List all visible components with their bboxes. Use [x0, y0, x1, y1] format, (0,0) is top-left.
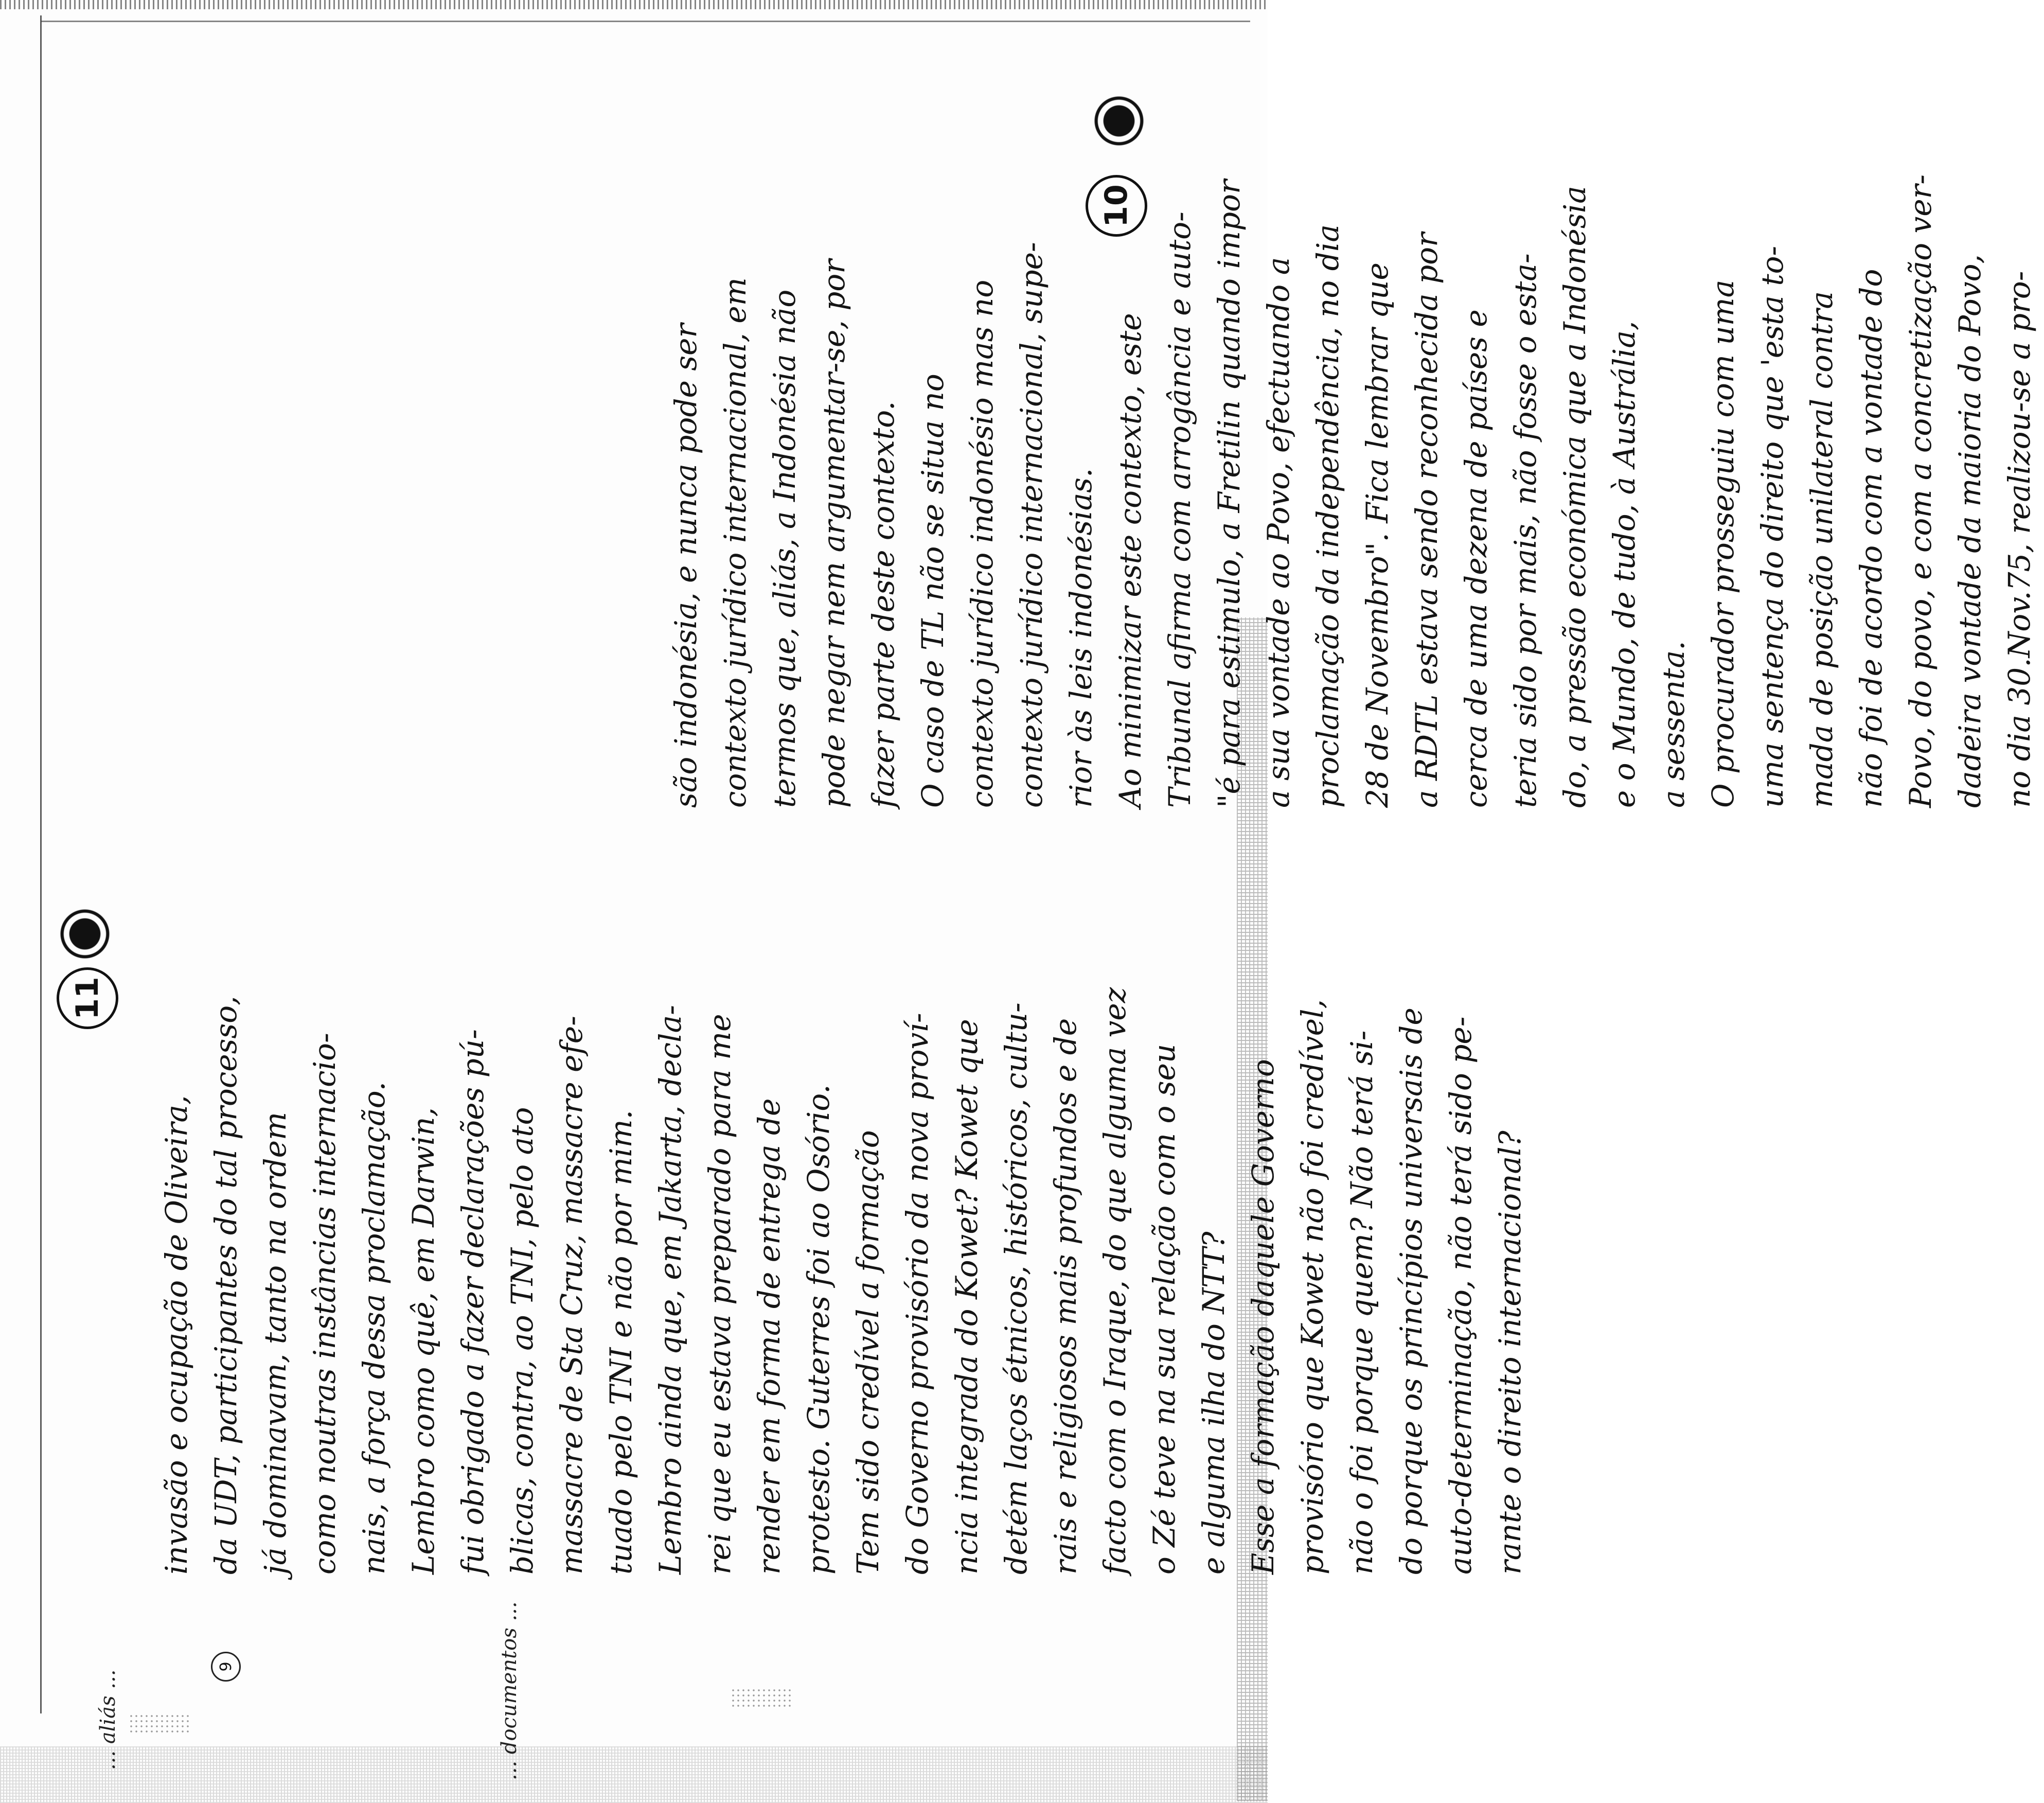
left-handwritten-page [152, 792, 1535, 1575]
left_page-line: da UDT, participantes do tal processo, [208, 996, 243, 1575]
right_page-line: cerca de uma dezena de países e [1459, 309, 1494, 808]
right_page-line: pode negar nem argumentar-se, por [816, 259, 851, 808]
right_page-line: dadeira vontade da maioria do Povo, [1952, 254, 1987, 808]
right_page-line: mada de posição unilateral contra [1804, 291, 1839, 808]
left_page-line: invasão e ocupação de Oliveira, [159, 1095, 194, 1575]
scan-noise-top [0, 0, 1268, 9]
right_page-line: não foi de acordo com a vontade do [1854, 269, 1889, 808]
left_page-line: rante o direito internacional? [1492, 1130, 1527, 1575]
page-number-10: 10 [1086, 175, 1147, 237]
right_page-line: a sua vontade ao Povo, efectuando a [1261, 257, 1296, 808]
left_page-line: auto-determinação, não terá sido pe- [1443, 1016, 1478, 1575]
left-edge-line [40, 15, 42, 1713]
left_page-line: tuado pelo TNI e não por mim. [603, 1109, 638, 1575]
left_page-line: facto com o Iraque, do que alguma vez [1097, 987, 1132, 1575]
left_page-line: ncia integrada do Kowet? Kowet que [949, 1019, 984, 1575]
left_page-line: Lembro como quê, em Darwin, [406, 1107, 441, 1575]
right_page-line: Ao minimizar este contexto, este [1113, 313, 1148, 808]
right_page-line: contexto jurídico internacional, em [718, 277, 753, 808]
left_page-line: nais, a força dessa proclamação. [357, 1081, 392, 1575]
left_page-line: render em forma de entrega de [752, 1098, 787, 1575]
right_page-line: teria sido por mais, não fosse o esta- [1508, 253, 1543, 808]
right_page-line: e o Mundo, de tudo, à Austrália, [1607, 321, 1642, 808]
margin-circled-number: 9 [211, 1652, 241, 1682]
left_page-line: protesto. Guterres foi ao Osório. [801, 1084, 836, 1575]
left_page-line: Lembro ainda que, em Jakarta, decla- [653, 1005, 688, 1575]
left_page-line: Esse a formação daquele Governo [1246, 1059, 1281, 1575]
right_page-line: Tribunal afirma com arrogância e auto- [1162, 211, 1197, 808]
right_page-line: fazer parte deste contexto. [866, 401, 901, 808]
scan-noise-bottom [0, 1746, 1268, 1803]
scribbled-circle-left [57, 906, 113, 962]
left_page-line: blicas, contra, ao TNI, pelo ato [505, 1107, 540, 1575]
left_page-line: Tem sido credível a formação [850, 1130, 885, 1575]
left_page-line: fui obrigado a fazer declarações pú- [455, 1029, 490, 1575]
left_page-line: e alguma ilha do NTT? [1196, 1231, 1231, 1575]
left_page-line: do Governo provisório da nova proví- [900, 1013, 935, 1575]
right-handwritten-page [661, 67, 2044, 808]
right_page-line: O procurador prosseguiu com uma [1705, 279, 1740, 808]
margin-note-1: ... aliás ... [96, 1669, 120, 1770]
scribbled-circle-right [1091, 93, 1147, 149]
scan-dots-2 [731, 1688, 792, 1708]
left_page-line: detém laços étnicos, históricos, cultu- [999, 1002, 1034, 1575]
right_page-line: Povo, do povo, e com a concretização ver- [1903, 174, 1938, 808]
right_page-line: contexto jurídico internacional, supe- [1014, 242, 1049, 808]
left_page-line: o Zé teve na sua relação com o seu [1147, 1044, 1182, 1575]
left_page-line: como noutras instâncias internacio- [307, 1033, 342, 1575]
right_page-line: proclamação da independência, no dia [1310, 224, 1345, 808]
left_page-line: já dominavam, tanto na ordem [258, 1111, 293, 1575]
left_page-line: massacre de Sta Cruz, massacre efe- [554, 1016, 589, 1575]
right_page-line: termos que, aliás, a Indonésia não [767, 289, 802, 808]
left_page-line: rei que eu estava preparado para me [702, 1014, 737, 1575]
right_page-line: a sessenta. [1656, 641, 1691, 808]
scan-dots-1 [129, 1713, 190, 1734]
right_page-line: contexto jurídico indonésio mas no [965, 279, 1000, 808]
margin-note-2: ... documentos ... [497, 1601, 521, 1780]
right_page-line: O caso de TL não se situa no [915, 374, 950, 808]
left_page-line: do porque os princípios universais de [1394, 1007, 1429, 1575]
right_page-line: são indonésia, e nunca pode ser [668, 323, 703, 808]
right_page-line: rior às leis indonésias. [1063, 468, 1098, 808]
left_page-line: não o foi porque quem? Não terá si- [1344, 1030, 1379, 1575]
right_page-line: a RDTL estava sendo reconhecida por [1409, 233, 1444, 808]
left_page-line: rais e religiosos mais profundos e de [1048, 1018, 1083, 1575]
right_page-line: 28 de Novembro". Fica lembrar que [1360, 262, 1395, 808]
right_page-line: "é para estimulo, a Fretilin quando impor [1212, 180, 1247, 808]
right_page-line: do, a pressão económica que a Indonésia [1557, 186, 1592, 808]
top-edge-line [41, 21, 1250, 22]
right_page-line: no dia 30.Nov.75, realizou-se a pro- [2002, 271, 2037, 808]
left_page-line: provisório que Kowet não foi credível, [1295, 999, 1330, 1575]
right_page-line: uma sentença do direito que 'esta to- [1755, 245, 1790, 808]
page-number-11: 11 [57, 967, 118, 1029]
